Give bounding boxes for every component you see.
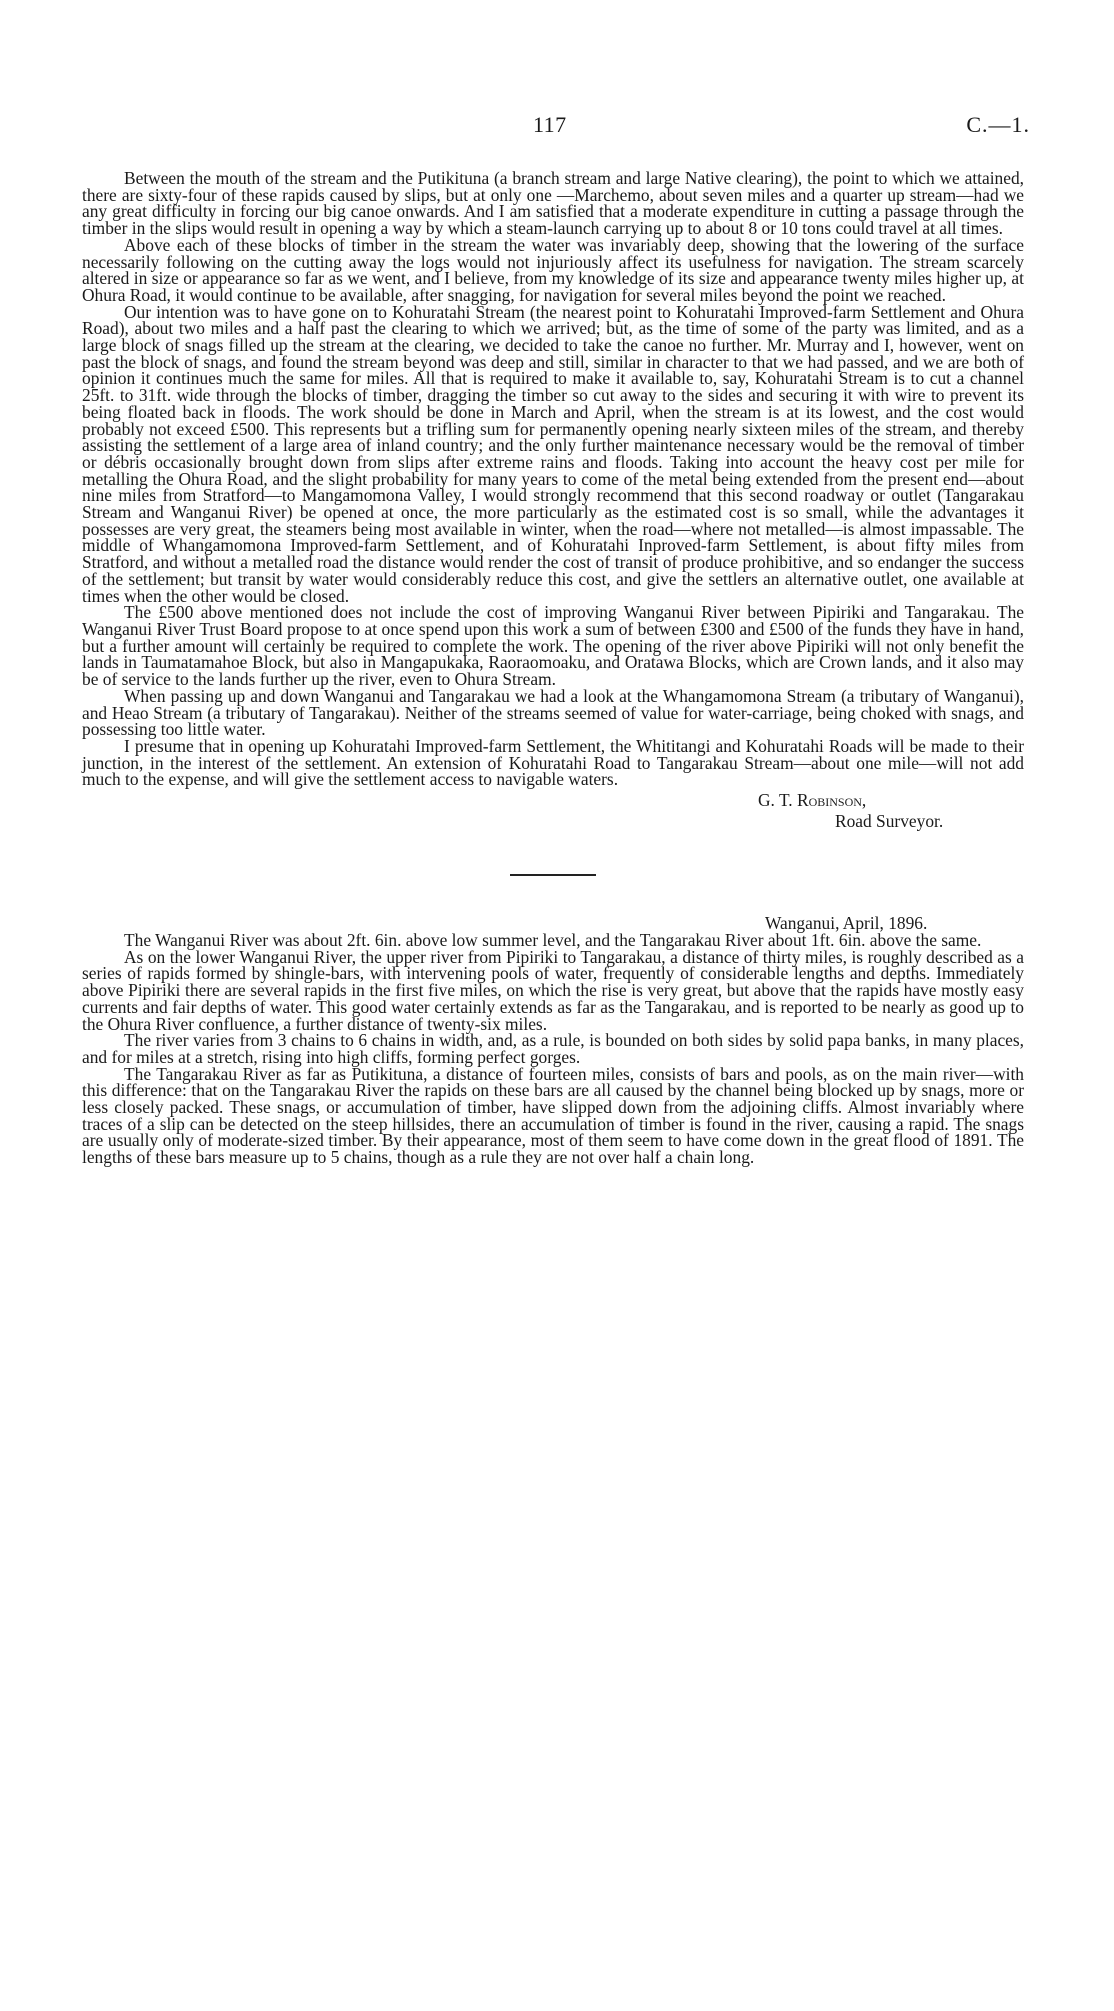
report-robinson xyxy=(82,170,1024,848)
paragraph: Our intention was to have gone on to Kohuratahi Stream (the nearest point to Kohuratahi Improved-farm Settlement and Ohura Road), about two miles and a half past the clearing to which we arrived; but, as the time of some of the party was limited, and as a large block of snags filled up the stream at the clearing, we decided to take the canoe no further. Mr. Murray and I, however, went on past the block of snags, and found the stream beyond was deep and still, similar in character to that we had passed, and we are both of opinion it continues much the same for miles. All that is required to make it available to, say, Kohuratahi Stream is to cut a channel 25ft. to 31ft. wide through the blocks of timber, dragging the timber so cut away to the sides and securing it with wire to prevent its being floated back in floods. The work should be done in March and April, when the stream is at its lowest, and the cost would probably not exceed £500. This represents but a trifling sum for permanently opening nearly sixteen miles of the stream, and thereby assisting the settlement of a large area of inland country; and the only further maintenance necessary would be the removal of timber or débris occasionally brought down from slips after extreme rains and floods. Taking into account the heavy cost per mile for metalling the Ohura Road, and the slight probability for many years to come of the metal being extended from the present end—about nine miles from Stratford—to Mangamomona Valley, I would strongly recommend that this second roadway or outlet (Tangarakau Stream and Wanganui River) be opened at once, the more particularly as the estimated cost is so small, while the advantages it possesses are very great, the steamers being most available in winter, when the road—where not metalled—is almost impassable. The middle of Whangamomona Improved-farm Settlement, and of Kohuratahi Inproved-farm Settlement, is about fifty miles from Stratford, and without a metalled road the distance would render the cost of transit of produce prohibitive, and so endanger the success of the settlement; but transit by water would considerably reduce this cost, and give the settlers an alternative outlet, one available at times when the other would be closed. xyxy=(82,301,1024,606)
paragraph: The Wanganui River was about 2ft. 6in. above low summer level, and the Tangarakau River about 1ft. 6in. above the same. xyxy=(124,930,982,951)
paragraph: I presume that in opening up Kohuratahi Improved-farm Settlement, the Whititangi and Kohuratahi Roads will be made to their junction, in the interest of the settlement. An extension of Kohuratahi Road to Tangarakau Stream—about one mile—will not add much to the expense, and will give the settlement access to navigable waters. xyxy=(82,735,1024,790)
signature-block xyxy=(82,792,1024,848)
page-header xyxy=(0,112,1114,146)
paragraph: Between the mouth of the stream and the Putikituna (a branch stream and large Native clearing), the point to which we attained, there are sixty-four of these rapids caused by slips, but at only one —Marchemo, about seven miles and a quarter up stream—had we any great difficulty in forcing our big canoe onwards. And I am satisfied that a moderate expenditure in cutting a passage through the timber in the slips would result in opening a way by which a steam-launch carrying up to about 8 or 10 tons could travel at all times. xyxy=(82,168,1024,239)
paragraph: When passing up and down Wanganui and Tangarakau we had a look at the Whangamomona Stream (a tributary of Wanganui), and Heao Stream (a tributary of Tangarakau). Neither of the streams seemed of value for water-carriage, being choked with snags, and possessing too little water. xyxy=(82,685,1024,740)
signature-title: Road Surveyor. xyxy=(835,811,944,832)
body-text xyxy=(82,170,1024,1166)
signature-name: G. T. Robinson, xyxy=(758,790,867,811)
paragraph: The river varies from 3 chains to 6 chains in width, and, as a rule, is bounded on both sides by solid papa banks, in many places, and for miles at a stretch, rising into high cliffs, forming perfect gorges. xyxy=(82,1030,1024,1067)
paragraph: Above each of these blocks of timber in the stream the water was invariably deep, showing that the lowering of the surface necessarily following on the cutting away the logs would not injuriously affect its usefulness for navigation. The stream scarcely altered in size or appearance so far as we went, and I believe, from my knowledge of its size and appearance twenty miles higher up, at Ohura Road, it would continue to be available, after snagging, for navigation for several miles beyond the point we reached. xyxy=(82,234,1024,305)
paragraph: As on the lower Wanganui River, the upper river from Pipiriki to Tangarakau, a distance of thirty miles, is roughly described as a series of rapids formed by shingle-bars, with intervening pools of water, frequently of considerable lengths and depths. Immediately above Pipiriki there are several rapids in the first five miles, on which the rise is very great, but above that the rapids have mostly easy currents and fair depths of water. This good water certainly extends as far as the Tangarakau, and is reported to be nearly as good up to the Ohura River confluence, a further distance of twenty-six miles. xyxy=(82,946,1024,1034)
paragraph: The Tangarakau River as far as Putikituna, a distance of fourteen miles, consists of bars and pools, as on the main river—with this difference: that on the Tangarakau River the rapids on these bars are all caused by the channel being blocked up by snags, more or less closely packed. These snags, or accumulation of timber, have slipped down from the adjoining cliffs. Almost invariably where traces of a slip can be detected on the steep hillsides, there an accumulation of timber is found in the river, causing a rapid. The snags are usually only of moderate-sized timber. By their appearance, most of them seem to have come down in the great flood of 1891. The lengths of these bars measure up to 5 chains, though as a rule they are not over half a chain long. xyxy=(82,1063,1024,1168)
report-wanganui xyxy=(82,914,1024,1166)
section-code: C.—1. xyxy=(966,112,1030,137)
place-date: Wanganui, April, 1896. xyxy=(765,913,928,934)
section-divider xyxy=(510,874,596,876)
paragraph: The £500 above mentioned does not include the cost of improving Wanganui River between Pipiriki and Tangarakau. The Wanganui River Trust Board propose to at once spend upon this work a sum of between £300 and £500 of the funds they have in hand, but a further amount will certainly be required to complete the work. The opening of the river above Pipiriki will not only benefit the lands in Taumatamahoe Block, but also in Mangapukaka, Raoraomoaku, and Oratawa Blocks, which are Crown lands, and it also may be of service to the lands further up the river, even to Ohura Stream. xyxy=(82,602,1024,690)
page-number: 117 xyxy=(533,112,567,137)
